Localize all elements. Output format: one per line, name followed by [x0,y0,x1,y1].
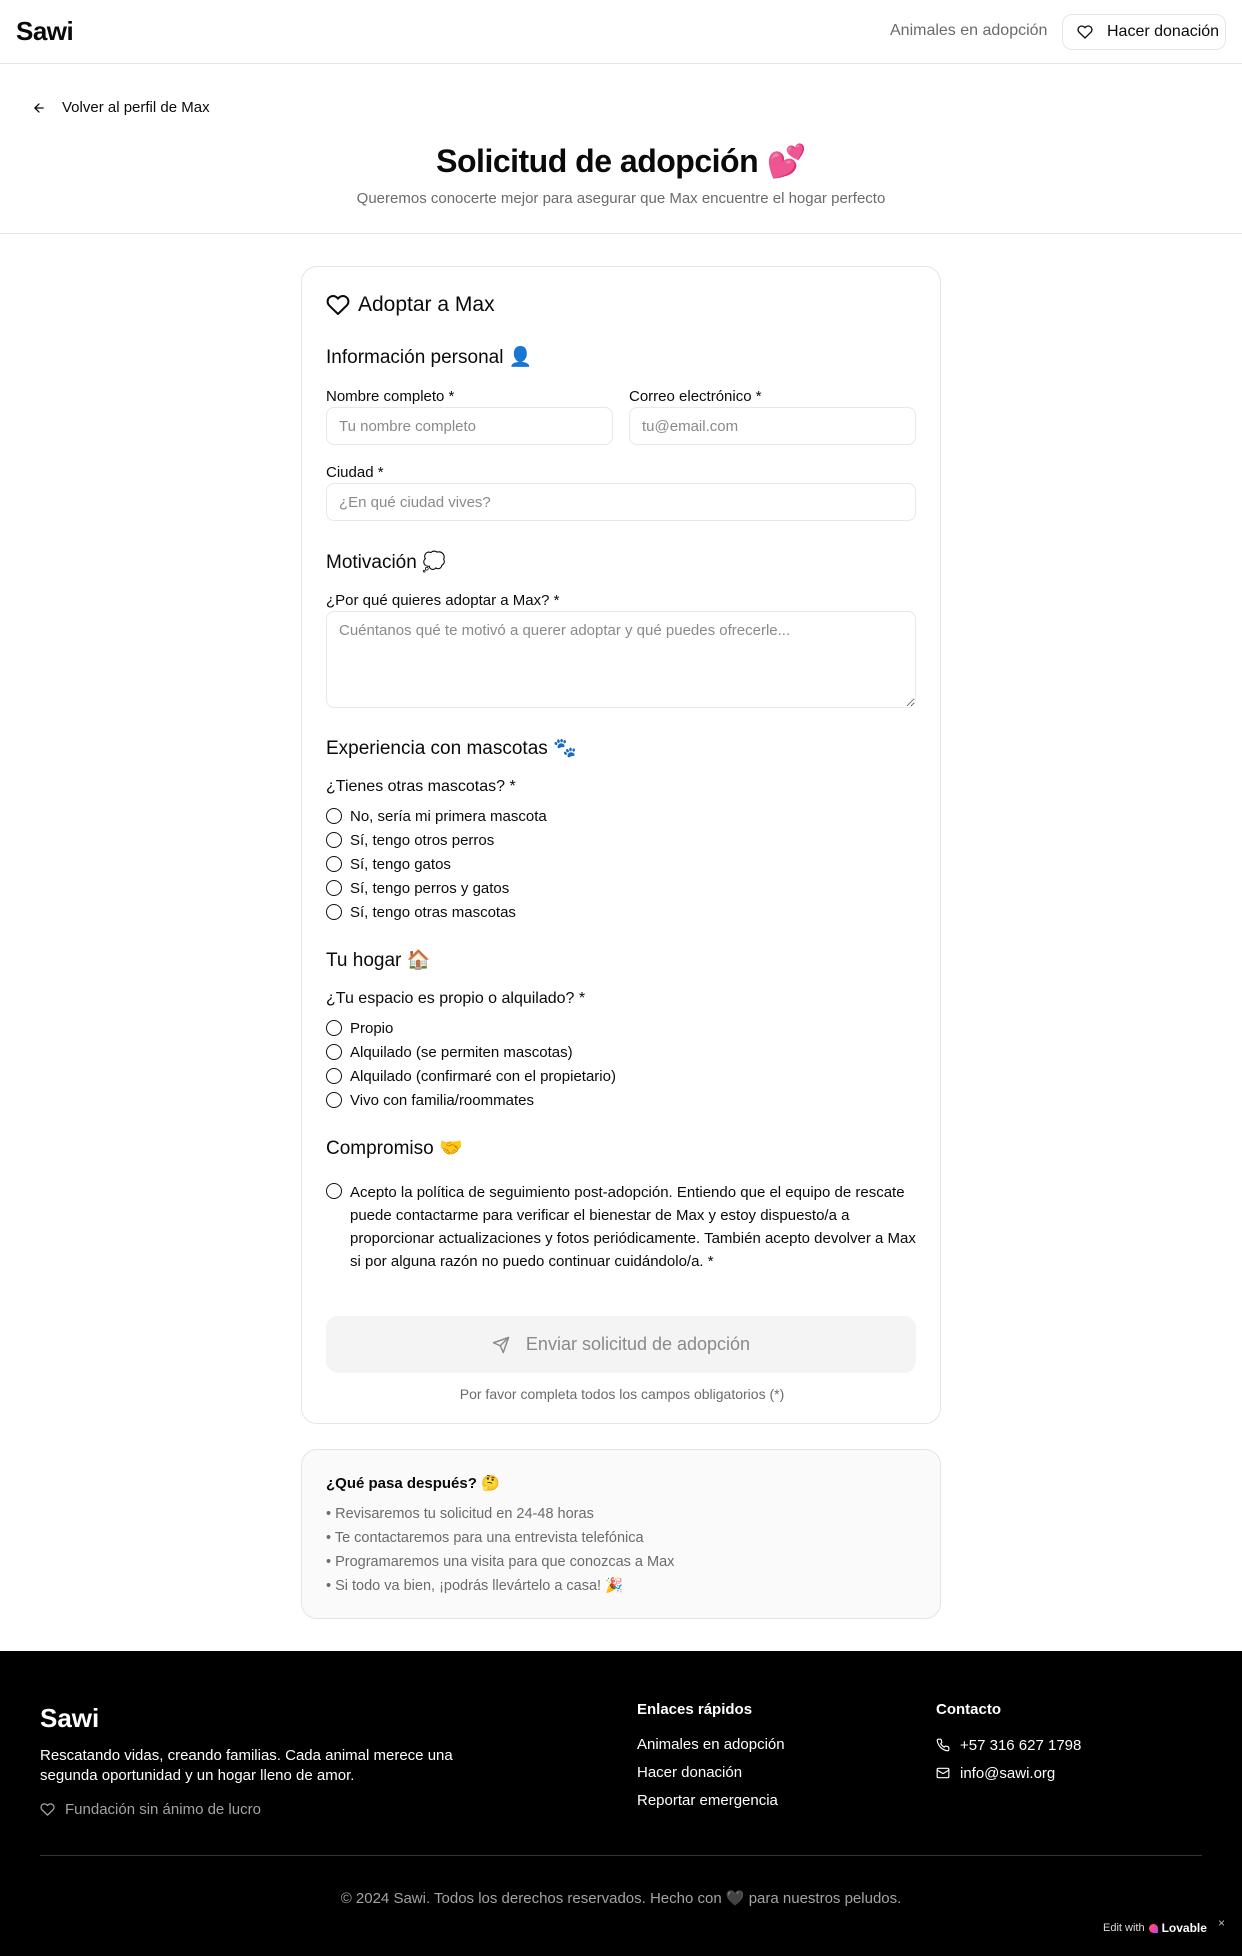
email-input[interactable] [629,407,916,445]
radio-option-label: Sí, tengo otros perros [350,831,495,849]
radio-button[interactable] [326,1068,342,1084]
pets-question: ¿Tienes otras mascotas? * [326,778,516,795]
heart-icon [326,293,350,317]
lovable-logo-icon [1149,1924,1158,1933]
copyright-text: © 2024 Sawi. Todos los derechos reservados. Hecho con 🖤 para nuestros peludos. [340,1890,902,1907]
footer-link-emergency[interactable]: Reportar emergencia [637,1792,778,1809]
motivation-label: ¿Por qué quieres adoptar a Max? * [326,592,560,609]
radio-button[interactable] [326,832,342,848]
radio-option[interactable] [326,900,547,924]
badge-prefix: Edit with [1103,1922,1145,1934]
brand-logo[interactable]: Sawi [16,16,74,46]
next-steps-list [326,1502,674,1598]
donate-button-label: Hacer donación [1107,23,1220,40]
quick-links-list [637,1731,785,1815]
radio-option[interactable] [326,828,547,852]
city-input[interactable] [326,483,916,521]
hero-divider [0,233,1242,234]
radio-option-label: Alquilado (confirmaré con el propietario) [350,1067,616,1085]
footer-tagline: Rescatando vidas, creando familias. Cada animal merece una segunda oportunidad y un hogar lleno de amor. [40,1747,453,1784]
list-item: • Programaremos una visita para que conozcas a Max [326,1554,675,1570]
contact-phone[interactable] [936,1731,1081,1759]
radio-option-label: Propio [350,1019,394,1037]
submit-button-label: Enviar solicitud de adopción [525,1334,751,1354]
list-item: • Te contactaremos para una entrevista telefónica [326,1530,644,1546]
contact-email[interactable] [936,1759,1081,1787]
commitment-option[interactable] [326,1181,916,1273]
radio-button[interactable] [326,1044,342,1060]
top-navbar [0,0,1242,64]
section-title-experience: Experiencia con mascotas 🐾 [326,738,577,759]
radio-button[interactable] [326,880,342,896]
list-item: • Revisaremos tu solicitud en 24-48 horas [326,1506,594,1522]
required-fields-note: Por favor completa todos los campos obligatorios (*) [459,1386,785,1402]
full-name-input[interactable] [326,407,613,445]
radio-option[interactable] [326,1040,616,1064]
adoption-form-card [301,266,941,1424]
footer-brand: Sawi [40,1703,100,1733]
quick-links-title: Enlaces rápidos [637,1701,753,1718]
back-to-profile-link[interactable] [32,99,210,116]
edit-with-lovable-badge[interactable] [1103,1921,1207,1935]
footer-link-adoption[interactable]: Animales en adopción [637,1736,785,1753]
radio-option-label: Vivo con familia/roommates [350,1091,534,1109]
radio-button[interactable] [326,856,342,872]
phone-icon [936,1738,950,1752]
section-title-home: Tu hogar 🏠 [326,950,431,971]
nonprofit-label [40,1801,261,1818]
form-card-title-text: Adoptar a Max [358,293,495,316]
heart-icon [40,1802,55,1817]
next-steps-card [301,1449,941,1619]
radio-button[interactable] [326,1020,342,1036]
radio-option-label: Alquilado (se permiten mascotas) [350,1043,573,1061]
list-item: • Si todo va bien, ¡podrás llevártelo a casa! 🎉 [326,1578,624,1594]
form-card-title [326,293,495,317]
radio-option-label: No, sería mi primera mascota [350,807,547,825]
page-subtitle: Queremos conocerte mejor para asegurar que Max encuentre el hogar perfecto [356,190,886,207]
commitment-radio[interactable] [326,1183,342,1199]
radio-option[interactable] [326,1088,616,1112]
commitment-text: Acepto la política de seguimiento post-adopción. Entiendo que el equipo de rescate puede contactarme para verificar el bienestar de Max y estoy dispuesto/a a proporcionar actualizaciones y fotos periódicamente. También acepto devolver a Max si por alguna razón no puedo continuar cuidándolo/a. * [350,1184,916,1270]
close-icon[interactable]: × [1218,1916,1226,1930]
email-label: Correo electrónico * [629,388,762,405]
nonprofit-text: Fundación sin ánimo de lucro [65,1801,261,1818]
radio-option-label: Sí, tengo gatos [350,855,451,873]
badge-brand: Lovable [1161,1921,1207,1935]
radio-button[interactable] [326,904,342,920]
radio-option[interactable] [326,804,547,828]
home-radio-group [326,1016,616,1112]
nav-link-adoption[interactable]: Animales en adopción [890,22,1048,39]
radio-option-label: Sí, tengo perros y gatos [350,879,510,897]
back-link-label: Volver al perfil de Max [62,99,210,116]
section-title-motivation: Motivación 💭 [326,552,446,573]
heart-icon [1077,24,1093,40]
home-question: ¿Tu espacio es propio o alquilado? * [326,990,586,1007]
mail-icon [936,1766,950,1780]
arrow-left-icon [32,101,46,115]
footer-divider [40,1855,1202,1856]
radio-option[interactable] [326,852,547,876]
contact-list [936,1731,1081,1787]
section-title-commitment: Compromiso 🤝 [326,1138,463,1159]
page-title: Solicitud de adopción 💕 [436,143,806,179]
motivation-textarea[interactable] [326,611,916,708]
city-label: Ciudad * [326,464,384,481]
radio-option[interactable] [326,1016,616,1040]
submit-application-button[interactable] [326,1316,916,1373]
radio-button[interactable] [326,1092,342,1108]
contact-email-text: info@sawi.org [960,1764,1056,1782]
contact-title: Contacto [936,1701,1001,1718]
contact-phone-text: +57 316 627 1798 [960,1736,1082,1754]
radio-option-label: Sí, tengo otras mascotas [350,903,516,921]
send-icon [492,1336,510,1354]
name-label: Nombre completo * [326,388,455,405]
next-steps-title: ¿Qué pasa después? 🤔 [326,1475,500,1492]
site-footer [0,1651,1242,1956]
footer-link-donate[interactable]: Hacer donación [637,1764,743,1781]
radio-option[interactable] [326,876,547,900]
donate-button[interactable] [1062,14,1226,50]
radio-button[interactable] [326,808,342,824]
pets-radio-group [326,804,547,924]
section-title-personal: Información personal 👤 [326,347,533,368]
radio-option[interactable] [326,1064,616,1088]
